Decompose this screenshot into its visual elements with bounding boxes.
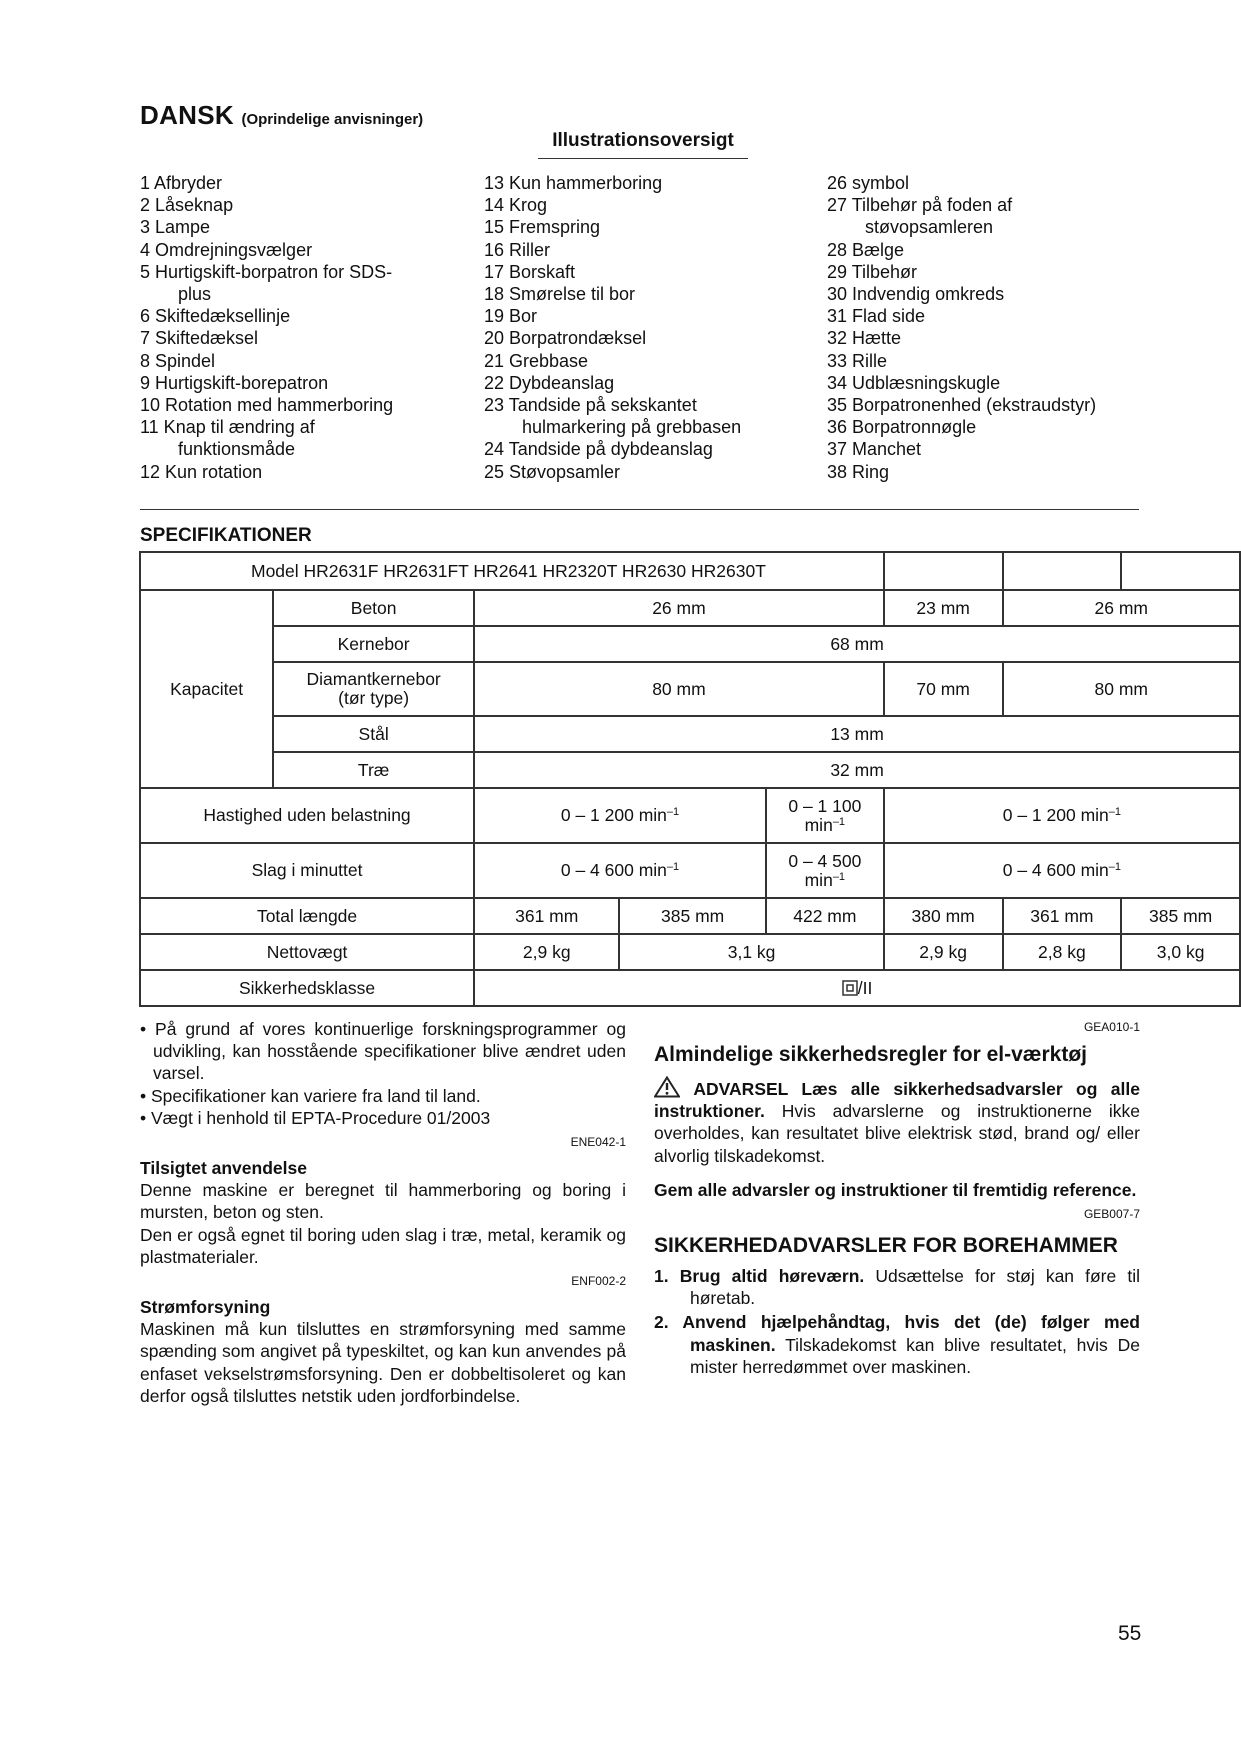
safety-class-value bbox=[474, 970, 1240, 1006]
length-value: 385 mm bbox=[619, 898, 766, 934]
specifications-title: SPECIFIKATIONER bbox=[140, 525, 312, 546]
legend-item: 11 Knap til ændring af bbox=[140, 417, 315, 438]
safety-item-2: 2. Anvend hjælpehåndtag, hvis det (de) følger med maskinen. Tilskadekomst kan blive resultatet, hvis De mister herredømmet over maskinen. bbox=[654, 1312, 1140, 1377]
language-note: (Oprindelige anvisninger) bbox=[241, 111, 424, 128]
diamant-label-line2: (tør type) bbox=[338, 688, 410, 708]
weight-label: Nettovægt bbox=[140, 934, 474, 970]
legend-item: 14 Krog bbox=[484, 195, 548, 216]
safety-rules-title: Almindelige sikkerhedsregler for el-værktøj bbox=[654, 1043, 1087, 1066]
weight-row bbox=[140, 934, 1240, 970]
legend-item: 35 Borpatronenhed (ekstraudstyr) bbox=[827, 395, 1097, 416]
keep-instructions: Gem alle advarsler og instruktioner til fremtidig reference. bbox=[654, 1179, 1137, 1200]
double-insulation-icon bbox=[842, 980, 858, 996]
staal-value: 13 mm bbox=[474, 716, 1240, 752]
legend-item: 24 Tandside på dybdeanslag bbox=[484, 439, 713, 460]
length-row bbox=[140, 898, 1240, 934]
warning-paragraph bbox=[654, 1076, 1140, 1167]
legend-item: 30 Indvendig omkreds bbox=[827, 284, 1005, 305]
legend-item: 16 Riller bbox=[484, 239, 551, 260]
power-supply-title: Strømforsyning bbox=[140, 1297, 271, 1318]
legend-item: 21 Grebbase bbox=[484, 350, 589, 371]
legend-item: 32 Hætte bbox=[827, 328, 902, 349]
legend-item: 37 Manchet bbox=[827, 439, 922, 460]
blows-row bbox=[140, 843, 1240, 898]
legend-column-2 bbox=[484, 172, 741, 483]
legend-item-continuation: hulmarkering på grebbasen bbox=[522, 417, 742, 438]
model-row bbox=[140, 552, 1240, 590]
trae-row bbox=[140, 752, 1240, 788]
safety-class-text: /II bbox=[857, 977, 873, 998]
length-value: 380 mm bbox=[884, 898, 1003, 934]
legend-item: 10 Rotation med hammerboring bbox=[140, 395, 394, 416]
intended-use-text: Denne maskine er beregnet til hammerboring og boring i mursten, beton og sten. bbox=[140, 1180, 626, 1223]
legend-item: 20 Borpatrondæksel bbox=[484, 328, 647, 349]
legend-item: 19 Bor bbox=[484, 306, 538, 327]
blows-label: Slag i minuttet bbox=[140, 843, 474, 898]
staal-row bbox=[140, 716, 1240, 752]
note-bullet: • På grund af vores kontinuerlige forskningsprogrammer og udvikling, kan hosstående specifikationer blive ændret uden varsel. bbox=[140, 1019, 626, 1084]
weight-value: 2,8 kg bbox=[1003, 934, 1122, 970]
legend-item-continuation: funktionsmåde bbox=[178, 439, 296, 460]
safety-column bbox=[654, 1018, 1140, 1378]
legend-item: 5 Hurtigskift-borpatron for SDS- bbox=[140, 261, 393, 282]
specifications-table bbox=[139, 551, 1241, 1007]
length-value: 361 mm bbox=[474, 898, 619, 934]
illustration-overview-title: Illustrationsoversigt bbox=[538, 130, 748, 159]
reference-code: GEA010-1 bbox=[1083, 1020, 1140, 1034]
staal-label: Stål bbox=[273, 716, 474, 752]
speed-value-a: 0 – 1 200 $\min^{-1}$ bbox=[474, 788, 766, 843]
legend-item: 17 Borskaft bbox=[484, 261, 576, 282]
legend-item: 31 Flad side bbox=[827, 306, 926, 327]
reference-code: ENF002-2 bbox=[571, 1274, 626, 1289]
reference-code: GEB007-7 bbox=[1083, 1207, 1140, 1222]
kernebor-row bbox=[140, 626, 1240, 662]
beton-label: Beton bbox=[273, 590, 474, 626]
note-bullet: • Specifikationer kan variere fra land til land. bbox=[140, 1085, 481, 1106]
safety-class-label: Sikkerhedsklasse bbox=[140, 970, 474, 1006]
diamant-value-c: 80 mm bbox=[1003, 662, 1240, 716]
legend-column-1 bbox=[140, 172, 393, 483]
length-value: 422 mm bbox=[766, 898, 884, 934]
kernebor-value: 68 mm bbox=[474, 626, 1240, 662]
reference-code: ENE042-1 bbox=[570, 1135, 626, 1150]
diamant-value-b: 70 mm bbox=[884, 662, 1003, 716]
speed-label: Hastighed uden belastning bbox=[140, 788, 474, 843]
weight-value: 2,9 kg bbox=[474, 934, 619, 970]
blows-value-a: 0 – 4 600 $\min^{-1}$ bbox=[474, 843, 766, 898]
legend-item: 1 Afbryder bbox=[140, 173, 223, 193]
intended-use-text: Den er også egnet til boring uden slag i træ, metal, keramik og plastmaterialer. bbox=[140, 1224, 626, 1267]
diamant-value-a: 80 mm bbox=[474, 662, 884, 716]
length-value: 385 mm bbox=[1121, 898, 1240, 934]
section-divider bbox=[140, 509, 1139, 510]
legend-item: 7 Skiftedæksel bbox=[140, 328, 259, 349]
diamant-label-line1: Diamantkernebor bbox=[306, 669, 441, 689]
intended-use-title: Tilsigtet anvendelse bbox=[140, 1158, 307, 1179]
legend-item: 4 Omdrejningsvælger bbox=[140, 239, 313, 260]
legend-item: 29 Tilbehør bbox=[827, 261, 918, 282]
weight-value: 3,1 kg bbox=[619, 934, 883, 970]
beton-value-a: 26 mm bbox=[474, 590, 884, 626]
legend-item-continuation: plus bbox=[178, 284, 212, 305]
diamant-label bbox=[273, 662, 474, 716]
legend-item: 22 Dybdeanslag bbox=[484, 372, 615, 393]
legend-item: 34 Udblæsningskugle bbox=[827, 372, 1001, 393]
capacity-label: Kapacitet bbox=[140, 590, 273, 788]
language-title bbox=[140, 100, 423, 131]
page-number: 55 bbox=[1118, 1622, 1142, 1645]
legend-item: 26 symbol bbox=[827, 173, 910, 193]
length-label: Total længde bbox=[140, 898, 474, 934]
blows-value-b: 0 – 4 500 $\min^{-1}$ bbox=[766, 843, 884, 898]
length-value: 361 mm bbox=[1003, 898, 1122, 934]
warning-text: Hvis advarslerne og instruktionerne ikke overholdes, kan resultatet blive elektrisk stød, brand og/ eller alvorlig tilskadekomst. bbox=[654, 1101, 1140, 1166]
legend-item: 38 Ring bbox=[827, 461, 890, 482]
warning-bold-text: ADVARSEL Læs alle sikkerhedsadvarsler og alle instruktioner. bbox=[654, 1079, 1140, 1122]
speed-value-b: 0 – 1 100 $\min^{-1}$ bbox=[766, 788, 884, 843]
legend-item: 12 Kun rotation bbox=[140, 461, 263, 482]
legend-item: 8 Spindel bbox=[140, 350, 216, 371]
weight-value: 3,0 kg bbox=[1121, 934, 1240, 970]
notes-column bbox=[140, 1018, 626, 1407]
model-list: Model HR2631F HR2631FT HR2641 HR2320T HR2630 HR2630T bbox=[251, 560, 766, 581]
blows-value-c: 0 – 4 600 $\min^{-1}$ bbox=[884, 843, 1240, 898]
speed-value-c: 0 – 1 200 $\min^{-1}$ bbox=[884, 788, 1240, 843]
trae-value: 32 mm bbox=[474, 752, 1240, 788]
legend-item: 28 Bælge bbox=[827, 239, 905, 260]
weight-value: 2,9 kg bbox=[884, 934, 1003, 970]
legend-item: 25 Støvopsamler bbox=[484, 461, 621, 482]
trae-label: Træ bbox=[273, 752, 474, 788]
legend-item: 33 Rille bbox=[827, 350, 888, 371]
legend-item: 9 Hurtigskift-borepatron bbox=[140, 372, 329, 393]
diamant-row bbox=[140, 662, 1240, 716]
warning-triangle-icon bbox=[654, 1076, 680, 1098]
note-bullet: • Vægt i henhold til EPTA-Procedure 01/2003 bbox=[140, 1107, 491, 1128]
speed-row bbox=[140, 788, 1240, 843]
language-name: DANSK bbox=[140, 100, 234, 130]
beton-value-c: 26 mm bbox=[1003, 590, 1240, 626]
beton-value-b: 23 mm bbox=[884, 590, 1003, 626]
legend-item: 15 Fremspring bbox=[484, 217, 601, 238]
legend-item: 23 Tandside på sekskantet bbox=[484, 395, 697, 416]
legend-item: 3 Lampe bbox=[140, 217, 211, 238]
beton-row bbox=[140, 590, 1240, 626]
kernebor-label: Kernebor bbox=[273, 626, 474, 662]
safety-class-row bbox=[140, 970, 1240, 1006]
legend-item: 27 Tilbehør på foden af bbox=[827, 195, 1013, 216]
safety-item-1: 1. Brug altid høreværn. Udsættelse for støj kan føre til høretab. bbox=[654, 1266, 1140, 1309]
legend-item: 13 Kun hammerboring bbox=[484, 173, 663, 193]
hammer-safety-title: SIKKERHEDADVARSLER FOR BOREHAMMER bbox=[654, 1234, 1118, 1258]
legend-item: 2 Låseknap bbox=[140, 195, 234, 216]
power-supply-text: Maskinen må kun tilsluttes en strømforsyning med samme spænding som angivet på typeskiltet, og kan kun anvendes på enfaset vekselstrømsforsyning. Den er dobbeltisoleret og kan derfor også tilsluttes netstik uden jordforbindelse. bbox=[140, 1319, 626, 1406]
legend-item: 36 Borpatronnøgle bbox=[827, 417, 977, 438]
legend-item-continuation: støvopsamleren bbox=[865, 217, 994, 238]
legend-item: 6 Skiftedæksellinje bbox=[140, 306, 291, 327]
legend-item: 18 Smørelse til bor bbox=[484, 284, 636, 305]
legend-column-3 bbox=[827, 172, 1096, 483]
